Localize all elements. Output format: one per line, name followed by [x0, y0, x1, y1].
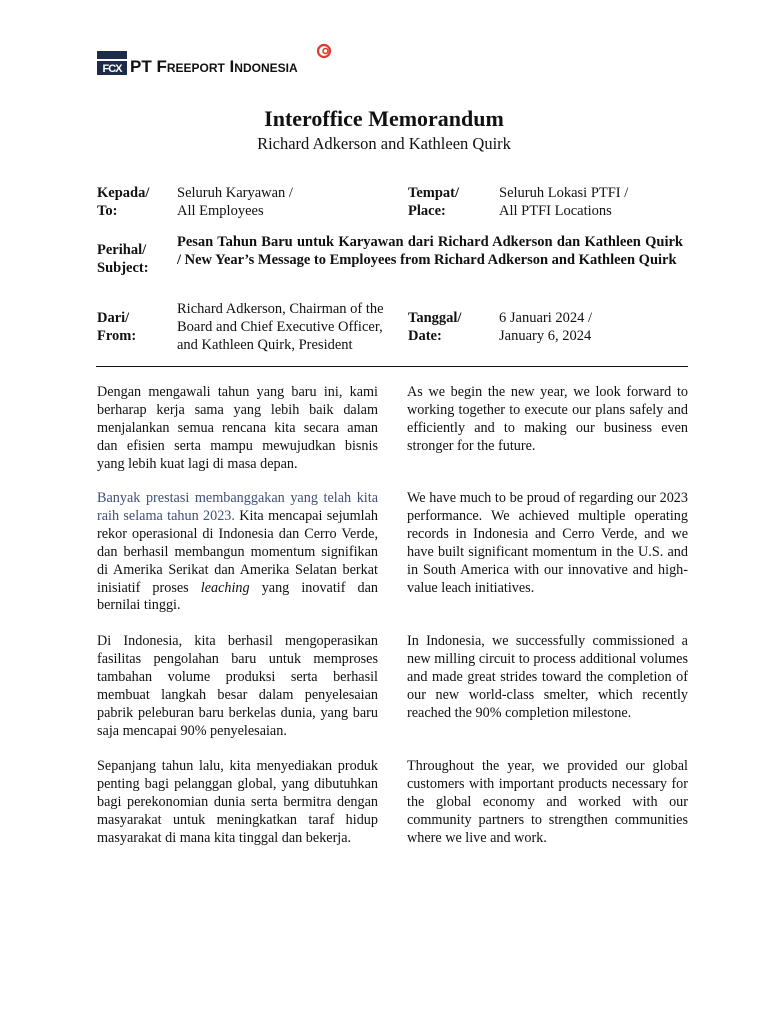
highlighted-sentence: Banyak prestasi membanggakan yang telah kita raih selama tahun 2023.	[97, 490, 378, 524]
copper-emblem-icon	[316, 42, 332, 60]
indonesian-paragraph-3: Di Indonesia, kita berhasil mengoperasikan fasilitas pengolahan baru untuk memproses tambahan volume produksi serta berhasil membuat langkah besar dalam penyelesaian pabrik peleburan baru berkelas dunia, yang baru saja mencapai 90% penyelesaian.	[97, 633, 378, 739]
subject-label: Perihal/ Subject:	[97, 242, 149, 276]
header-divider	[96, 366, 688, 367]
english-paragraph-2: We have much to be proud of regarding our 2023 performance. We achieved multiple operating records in Indonesia and Cerro Verde, and we have built significant momentum in the U.S. and in South America with our innovative and high-value leach initiatives.	[407, 490, 688, 596]
memo-subtitle: Richard Adkerson and Kathleen Quirk	[257, 134, 511, 153]
date-label: Tanggal/ Date:	[408, 310, 462, 344]
english-paragraph-4: Throughout the year, we provided our global customers with important products necessary for the global economy and worked with our community partners to strengthen communities where we live and work.	[407, 758, 688, 846]
italic-term: leaching	[200, 579, 250, 596]
indonesian-paragraph-4: Sepanjang tahun lalu, kita menyediakan produk penting bagi pelanggan global, yang dibutuhkan bagi perekonomian dunia serta bermitra dengan masyarakat untuk meningkatkan taraf hidup masyarakat di mana kita tinggal dan bekerja.	[97, 758, 378, 846]
company-logo	[97, 46, 298, 80]
place-value: Seluruh Lokasi PTFI / All PTFI Locations	[499, 185, 629, 219]
date-value: 6 Januari 2024 / January 6, 2024	[499, 310, 593, 344]
to-value: Seluruh Karyawan / All Employees	[177, 185, 293, 219]
company-name: PT Freeport Indonesia	[130, 56, 298, 76]
from-value: Richard Adkerson, Chairman of the Board and Chief Executive Officer, and Kathleen Quirk, President	[177, 301, 384, 353]
english-paragraph-1: As we begin the new year, we look forward to working together to execute our plans safely and efficiently and to making our business even stronger for the future.	[407, 384, 688, 454]
indonesian-paragraph-2: Banyak prestasi membanggakan yang telah kita raih selama tahun 2023. Kita mencapai sejumlah rekor operasional di Indonesia dan Cerro Verde, dan berhasil membangun momentum signifikan di Amerika Serikat dan Amerika Selatan berkat inisiatif proses leaching yang inovatif dan bernilai tinggi.	[97, 490, 379, 614]
memo-title: Interoffice Memorandum	[264, 106, 504, 131]
english-paragraph-3: In Indonesia, we successfully commissioned a new milling circuit to process additional volumes and made great strides toward the completion of our new world-class smelter, which recently reached the 90% completion milestone.	[407, 633, 688, 721]
logo-mark-text: FCX	[102, 63, 122, 75]
fcx-logo-mark	[97, 51, 127, 75]
indonesian-paragraph-1: Dengan mengawali tahun yang baru ini, kami berharap kerja sama yang lebih baik dalam menjalankan semua rencana kita secara aman dan efisien serta mampu mewujudkan bisnis yang lebih kuat lagi di masa depan.	[97, 384, 378, 472]
subject-value: Pesan Tahun Baru untuk Karyawan dari Richard Adkerson dan Kathleen Quirk / New Year’s Message to Employees from Richard Adkerson and Kathleen Quirk	[177, 234, 683, 268]
place-label: Tempat/ Place:	[408, 185, 460, 219]
from-label: Dari/ From:	[97, 310, 137, 344]
to-label: Kepada/ To:	[97, 185, 150, 219]
